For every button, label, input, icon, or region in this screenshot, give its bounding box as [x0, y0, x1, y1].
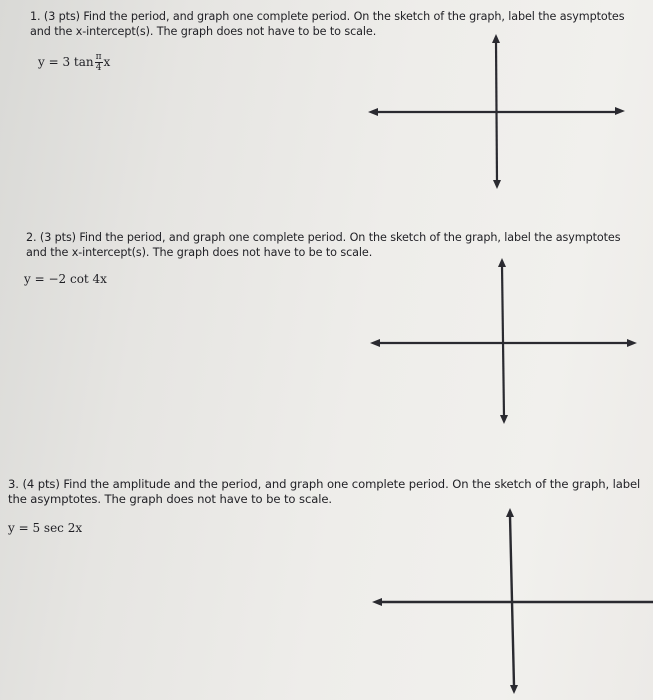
problem-3-equation: y = 5 sec 2x — [8, 521, 83, 535]
problem-2-axes — [365, 252, 650, 434]
problem-2-y-axis — [502, 265, 504, 417]
problem-1-equation-variable: x — [103, 55, 111, 69]
problem-2-equation: y = −2 cot 4x — [24, 272, 107, 286]
problem-1-x-axis-left-arrow — [368, 108, 378, 116]
problem-1-y-axis-up-arrow — [492, 34, 500, 43]
problem-3-y-axis-up-arrow — [506, 508, 514, 517]
problem-2-y-axis-up-arrow — [498, 258, 506, 267]
problem-1-y-axis — [496, 41, 497, 182]
problem-1-x-axis-right-arrow — [615, 107, 625, 115]
problem-1-text: 1. (3 pts) Find the period, and graph one complete period. On the sketch of the graph, label the asymptotes and the x-intercept(s). The graph does not have to be to scale. — [30, 10, 625, 38]
problem-2-x-axis-right-arrow — [627, 339, 637, 347]
problem-1-equation-lhs: y = 3 tan — [38, 55, 94, 69]
problem-3-axes — [366, 504, 653, 700]
problem-3-x-axis-left-arrow — [372, 598, 382, 606]
problem-2-text: 2. (3 pts) Find the period, and graph one complete period. On the sketch of the graph, label the asymptotes and the x-intercept(s). The graph does not have to be to scale. — [26, 231, 621, 259]
problem-1-y-axis-down-arrow — [493, 180, 501, 189]
problem-1-equation-fraction: $\frac{\pi}{4}$ — [95, 52, 102, 73]
problem-1-axes — [365, 30, 635, 195]
problem-3-y-axis-down-arrow — [510, 685, 518, 694]
problem-2-x-axis-left-arrow — [370, 339, 380, 347]
problem-3-text: 3. (4 pts) Find the amplitude and the period, and graph one complete period. On the sketch of the graph, label the asymptotes. The graph does not have to be to scale. — [8, 477, 641, 506]
problem-2-y-axis-down-arrow — [500, 415, 508, 424]
problem-1-equation — [38, 52, 110, 73]
